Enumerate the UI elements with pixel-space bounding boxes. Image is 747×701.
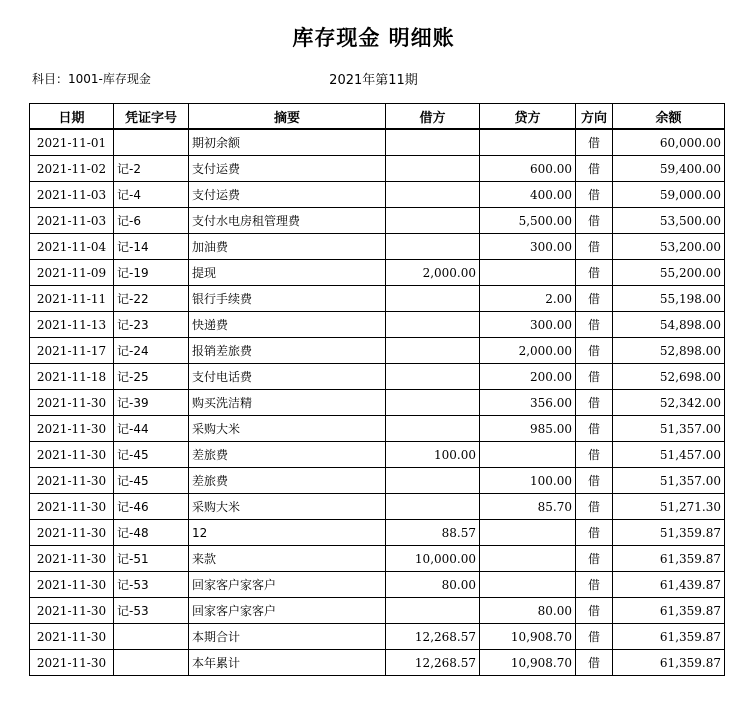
cell-balance: 52,342.00 bbox=[613, 390, 725, 416]
cell-debit bbox=[386, 182, 480, 208]
cell-voucher bbox=[114, 129, 189, 156]
cell-credit: 300.00 bbox=[480, 312, 576, 338]
cell-direction: 借 bbox=[576, 468, 613, 494]
cell-summary: 回家客户家客户 bbox=[189, 598, 386, 624]
cell-credit: 985.00 bbox=[480, 416, 576, 442]
cell-credit: 2,000.00 bbox=[480, 338, 576, 364]
cell-voucher: 记-39 bbox=[114, 390, 189, 416]
cell-balance: 60,000.00 bbox=[613, 129, 725, 156]
cell-balance: 55,200.00 bbox=[613, 260, 725, 286]
cell-balance: 53,200.00 bbox=[613, 234, 725, 260]
cell-debit: 2,000.00 bbox=[386, 260, 480, 286]
cell-debit bbox=[386, 494, 480, 520]
cell-debit bbox=[386, 129, 480, 156]
cell-voucher: 记-23 bbox=[114, 312, 189, 338]
cell-debit: 12,268.57 bbox=[386, 650, 480, 676]
cell-voucher: 记-4 bbox=[114, 182, 189, 208]
cell-balance: 55,198.00 bbox=[613, 286, 725, 312]
cell-direction: 借 bbox=[576, 494, 613, 520]
cell-balance: 59,400.00 bbox=[613, 156, 725, 182]
table-row bbox=[30, 416, 725, 442]
cell-date: 2021-11-30 bbox=[30, 442, 114, 468]
cell-debit bbox=[386, 286, 480, 312]
cell-credit bbox=[480, 520, 576, 546]
cell-date: 2021-11-18 bbox=[30, 364, 114, 390]
cell-date: 2021-11-30 bbox=[30, 416, 114, 442]
cell-voucher: 记-51 bbox=[114, 546, 189, 572]
cell-debit: 10,000.00 bbox=[386, 546, 480, 572]
cell-direction: 借 bbox=[576, 442, 613, 468]
cell-credit: 80.00 bbox=[480, 598, 576, 624]
cell-voucher: 记-14 bbox=[114, 234, 189, 260]
cell-direction: 借 bbox=[576, 650, 613, 676]
table-row bbox=[30, 390, 725, 416]
cell-date: 2021-11-30 bbox=[30, 650, 114, 676]
cell-debit: 88.57 bbox=[386, 520, 480, 546]
cell-voucher: 记-53 bbox=[114, 598, 189, 624]
cell-balance: 61,359.87 bbox=[613, 598, 725, 624]
table-row bbox=[30, 182, 725, 208]
cell-credit: 5,500.00 bbox=[480, 208, 576, 234]
cell-debit: 12,268.57 bbox=[386, 624, 480, 650]
cell-credit bbox=[480, 546, 576, 572]
cell-summary: 来款 bbox=[189, 546, 386, 572]
cell-credit: 2.00 bbox=[480, 286, 576, 312]
cell-date: 2021-11-30 bbox=[30, 546, 114, 572]
cell-summary: 采购大米 bbox=[189, 416, 386, 442]
cell-date: 2021-11-30 bbox=[30, 520, 114, 546]
cell-credit: 85.70 bbox=[480, 494, 576, 520]
cell-voucher: 记-46 bbox=[114, 494, 189, 520]
cell-summary: 快递费 bbox=[189, 312, 386, 338]
cell-balance: 52,898.00 bbox=[613, 338, 725, 364]
table-row bbox=[30, 234, 725, 260]
cell-balance: 51,271.30 bbox=[613, 494, 725, 520]
table-row bbox=[30, 260, 725, 286]
cell-direction: 借 bbox=[576, 520, 613, 546]
cell-credit bbox=[480, 442, 576, 468]
cell-summary: 提现 bbox=[189, 260, 386, 286]
column-header-voucher: 凭证字号 bbox=[114, 104, 189, 130]
cell-summary: 本期合计 bbox=[189, 624, 386, 650]
cell-direction: 借 bbox=[576, 312, 613, 338]
cell-balance: 61,439.87 bbox=[613, 572, 725, 598]
cell-date: 2021-11-30 bbox=[30, 572, 114, 598]
cell-date: 2021-11-30 bbox=[30, 598, 114, 624]
cell-voucher: 记-45 bbox=[114, 468, 189, 494]
table-row bbox=[30, 156, 725, 182]
cell-balance: 61,359.87 bbox=[613, 650, 725, 676]
cell-summary: 回家客户家客户 bbox=[189, 572, 386, 598]
cell-date: 2021-11-30 bbox=[30, 624, 114, 650]
cell-date: 2021-11-11 bbox=[30, 286, 114, 312]
cell-direction: 借 bbox=[576, 416, 613, 442]
cell-direction: 借 bbox=[576, 546, 613, 572]
cell-debit bbox=[386, 416, 480, 442]
cell-balance: 54,898.00 bbox=[613, 312, 725, 338]
cell-voucher: 记-53 bbox=[114, 572, 189, 598]
cell-direction: 借 bbox=[576, 156, 613, 182]
cell-voucher: 记-19 bbox=[114, 260, 189, 286]
table-row bbox=[30, 208, 725, 234]
cell-balance: 52,698.00 bbox=[613, 364, 725, 390]
cell-summary: 本年累计 bbox=[189, 650, 386, 676]
cell-summary: 加油费 bbox=[189, 234, 386, 260]
table-row bbox=[30, 364, 725, 390]
cell-debit bbox=[386, 468, 480, 494]
cell-direction: 借 bbox=[576, 338, 613, 364]
cell-date: 2021-11-30 bbox=[30, 390, 114, 416]
cell-credit: 10,908.70 bbox=[480, 650, 576, 676]
cell-debit bbox=[386, 312, 480, 338]
cell-balance: 61,359.87 bbox=[613, 546, 725, 572]
cell-balance: 51,457.00 bbox=[613, 442, 725, 468]
cell-summary: 银行手续费 bbox=[189, 286, 386, 312]
cell-date: 2021-11-13 bbox=[30, 312, 114, 338]
cell-direction: 借 bbox=[576, 260, 613, 286]
cell-balance: 51,357.00 bbox=[613, 416, 725, 442]
ledger-table bbox=[29, 103, 725, 676]
cell-summary: 支付电话费 bbox=[189, 364, 386, 390]
cell-credit: 200.00 bbox=[480, 364, 576, 390]
table-row bbox=[30, 129, 725, 156]
table-row bbox=[30, 520, 725, 546]
cell-summary: 支付运费 bbox=[189, 156, 386, 182]
cell-date: 2021-11-02 bbox=[30, 156, 114, 182]
table-row bbox=[30, 650, 725, 676]
table-row bbox=[30, 468, 725, 494]
cell-date: 2021-11-30 bbox=[30, 494, 114, 520]
cell-credit: 100.00 bbox=[480, 468, 576, 494]
cell-voucher: 记-48 bbox=[114, 520, 189, 546]
cell-direction: 借 bbox=[576, 286, 613, 312]
account-subject: 科目：1001-库存现金 bbox=[32, 72, 151, 86]
cell-summary: 12 bbox=[189, 520, 386, 546]
cell-balance: 59,000.00 bbox=[613, 182, 725, 208]
cell-voucher bbox=[114, 624, 189, 650]
cell-debit: 80.00 bbox=[386, 572, 480, 598]
cell-direction: 借 bbox=[576, 598, 613, 624]
cell-balance: 51,359.87 bbox=[613, 520, 725, 546]
cell-summary: 报销差旅费 bbox=[189, 338, 386, 364]
cell-direction: 借 bbox=[576, 129, 613, 156]
cell-summary: 差旅费 bbox=[189, 442, 386, 468]
cell-credit bbox=[480, 260, 576, 286]
table-row bbox=[30, 442, 725, 468]
cell-debit bbox=[386, 338, 480, 364]
cell-debit bbox=[386, 390, 480, 416]
cell-credit: 356.00 bbox=[480, 390, 576, 416]
table-row bbox=[30, 572, 725, 598]
cell-credit: 10,908.70 bbox=[480, 624, 576, 650]
cell-debit: 100.00 bbox=[386, 442, 480, 468]
table-row bbox=[30, 338, 725, 364]
cell-summary: 期初余额 bbox=[189, 129, 386, 156]
cell-balance: 61,359.87 bbox=[613, 624, 725, 650]
cell-direction: 借 bbox=[576, 624, 613, 650]
cell-direction: 借 bbox=[576, 390, 613, 416]
ledger-body bbox=[30, 129, 725, 676]
column-header-direction: 方向 bbox=[576, 104, 613, 130]
cell-voucher: 记-6 bbox=[114, 208, 189, 234]
cell-debit bbox=[386, 598, 480, 624]
table-row bbox=[30, 494, 725, 520]
cell-summary: 支付水电房租管理费 bbox=[189, 208, 386, 234]
accounting-period: 2021年第11期 bbox=[329, 73, 418, 88]
cell-debit bbox=[386, 364, 480, 390]
cell-credit bbox=[480, 572, 576, 598]
cell-direction: 借 bbox=[576, 364, 613, 390]
cell-date: 2021-11-09 bbox=[30, 260, 114, 286]
cell-credit: 300.00 bbox=[480, 234, 576, 260]
cell-direction: 借 bbox=[576, 572, 613, 598]
table-row bbox=[30, 598, 725, 624]
cell-direction: 借 bbox=[576, 208, 613, 234]
cell-voucher bbox=[114, 650, 189, 676]
cell-summary: 支付运费 bbox=[189, 182, 386, 208]
cell-summary: 采购大米 bbox=[189, 494, 386, 520]
cell-voucher: 记-44 bbox=[114, 416, 189, 442]
column-header-debit: 借方 bbox=[386, 104, 480, 130]
cell-date: 2021-11-01 bbox=[30, 129, 114, 156]
cell-credit bbox=[480, 129, 576, 156]
cell-date: 2021-11-30 bbox=[30, 468, 114, 494]
cell-balance: 51,357.00 bbox=[613, 468, 725, 494]
cell-credit: 600.00 bbox=[480, 156, 576, 182]
cell-debit bbox=[386, 156, 480, 182]
cell-debit bbox=[386, 234, 480, 260]
cell-voucher: 记-24 bbox=[114, 338, 189, 364]
cell-balance: 53,500.00 bbox=[613, 208, 725, 234]
cell-voucher: 记-25 bbox=[114, 364, 189, 390]
cell-voucher: 记-22 bbox=[114, 286, 189, 312]
table-row bbox=[30, 546, 725, 572]
column-header-balance: 余额 bbox=[613, 104, 725, 130]
cell-summary: 差旅费 bbox=[189, 468, 386, 494]
table-row bbox=[30, 624, 725, 650]
cell-voucher: 记-2 bbox=[114, 156, 189, 182]
cell-debit bbox=[386, 208, 480, 234]
table-header-row bbox=[30, 104, 725, 130]
column-header-date: 日期 bbox=[30, 104, 114, 130]
table-row bbox=[30, 286, 725, 312]
column-header-credit: 贷方 bbox=[480, 104, 576, 130]
cell-date: 2021-11-04 bbox=[30, 234, 114, 260]
cell-voucher: 记-45 bbox=[114, 442, 189, 468]
cell-direction: 借 bbox=[576, 234, 613, 260]
table-row bbox=[30, 312, 725, 338]
cell-date: 2021-11-03 bbox=[30, 208, 114, 234]
cell-credit: 400.00 bbox=[480, 182, 576, 208]
cell-date: 2021-11-03 bbox=[30, 182, 114, 208]
cell-summary: 购买洗洁精 bbox=[189, 390, 386, 416]
page-title: 库存现金 明细账 bbox=[292, 26, 455, 50]
column-header-summary: 摘要 bbox=[189, 104, 386, 130]
cell-direction: 借 bbox=[576, 182, 613, 208]
cell-date: 2021-11-17 bbox=[30, 338, 114, 364]
